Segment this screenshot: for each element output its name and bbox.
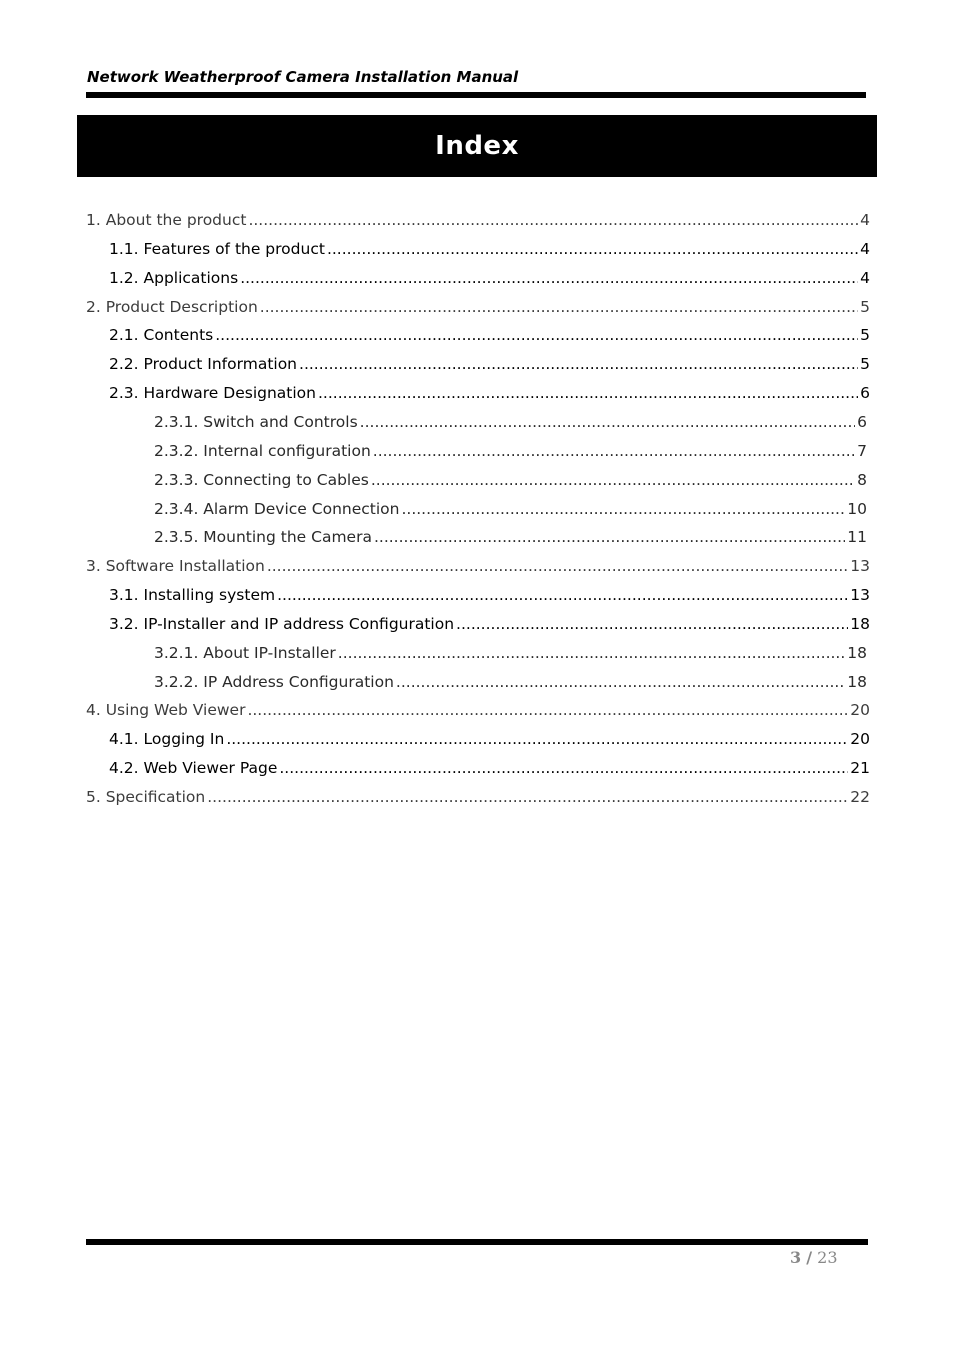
toc-dot-leader: [327, 240, 858, 258]
toc-dot-leader: [338, 644, 845, 662]
toc-entry[interactable]: [154, 500, 867, 522]
total-pages: 23: [817, 1248, 838, 1267]
toc-entry-page: 6: [860, 384, 870, 403]
toc-entry-label: 4.1. Logging In: [109, 730, 225, 749]
toc-dot-leader: [396, 673, 845, 691]
toc-dot-leader: [260, 298, 858, 316]
toc-entry-label: 2.3. Hardware Designation: [109, 384, 316, 403]
toc-entry-label: 1.2. Applications: [109, 268, 239, 287]
toc-entry[interactable]: [86, 211, 870, 233]
toc-dot-leader: [373, 442, 855, 460]
toc-entry[interactable]: [109, 615, 870, 637]
toc-entry-label: 1. About the product: [86, 211, 247, 229]
toc-entry[interactable]: [86, 701, 870, 723]
toc-entry-label: 3. Software Installation: [86, 557, 265, 576]
toc-entry-label: 4.2. Web Viewer Page: [109, 759, 278, 778]
toc-entry[interactable]: [154, 471, 867, 493]
toc-entry-label: 3.1. Installing system: [109, 586, 276, 605]
toc-entry[interactable]: [86, 557, 870, 579]
toc-entry[interactable]: [109, 586, 870, 608]
toc-entry[interactable]: [109, 355, 870, 377]
toc-entry-label: 2.2. Product Information: [109, 355, 298, 374]
toc-entry-page: 8: [857, 470, 867, 489]
toc-entry[interactable]: [109, 730, 870, 752]
toc-dot-leader: [240, 269, 858, 287]
toc-entry[interactable]: [109, 240, 870, 262]
toc-entry-label: 3.2.1. About IP-Installer: [154, 643, 336, 662]
toc-dot-leader: [299, 355, 858, 373]
toc-dot-leader: [456, 615, 848, 633]
toc-dot-leader: [279, 759, 848, 777]
toc-dot-leader: [401, 500, 845, 518]
header-rule: [86, 92, 866, 98]
page-number: [790, 1248, 838, 1267]
footer-rule: [86, 1239, 868, 1245]
page-title: Index: [435, 131, 519, 161]
toc-entry-page: 4: [860, 211, 870, 229]
toc-entry-page: 5: [860, 355, 870, 374]
toc-entry-label: 5. Specification: [86, 788, 206, 806]
toc-entry[interactable]: [109, 326, 870, 348]
toc-entry-page: 13: [850, 557, 870, 576]
toc-entry-page: 11: [847, 528, 867, 547]
toc-dot-leader: [226, 730, 848, 748]
toc-entry[interactable]: [109, 269, 870, 291]
toc-entry-page: 18: [850, 614, 870, 633]
toc-dot-leader: [277, 586, 848, 604]
toc-entry-label: 3.2. IP-Installer and IP address Configuration: [109, 614, 455, 633]
toc-entry-page: 22: [850, 788, 870, 806]
toc-entry[interactable]: [109, 759, 870, 781]
current-page: 3: [790, 1248, 802, 1267]
toc-entry-label: 4. Using Web Viewer: [86, 701, 246, 720]
toc-entry-label: 2.3.3. Connecting to Cables: [154, 470, 369, 489]
title-bar: [77, 115, 877, 177]
toc-entry-page: 20: [850, 701, 870, 720]
toc-entry[interactable]: [109, 384, 870, 406]
toc-entry-page: 5: [860, 326, 870, 345]
toc-entry-page: 18: [847, 672, 867, 691]
toc-entry-label: 1.1. Features of the product: [109, 239, 325, 258]
toc-dot-leader: [360, 413, 855, 431]
toc-entry-label: 2.3.1. Switch and Controls: [154, 412, 358, 431]
toc-entry[interactable]: [154, 644, 867, 666]
toc-entry-page: 7: [857, 441, 867, 460]
toc-dot-leader: [207, 788, 848, 806]
toc-entry[interactable]: [86, 788, 870, 810]
toc-entry[interactable]: [154, 413, 867, 435]
toc-entry-label: 3.2.2. IP Address Configuration: [154, 672, 394, 691]
page-separator: /: [806, 1248, 813, 1267]
toc-entry[interactable]: [154, 673, 867, 695]
toc-entry-page: 6: [857, 412, 867, 431]
toc-entry-label: 2. Product Description: [86, 297, 258, 316]
toc-dot-leader: [267, 557, 848, 575]
toc-entry-label: 2.3.5. Mounting the Camera: [154, 528, 372, 547]
toc-entry-page: 4: [860, 239, 870, 258]
toc-dot-leader: [248, 211, 858, 229]
toc-entry-label: 2.3.2. Internal configuration: [154, 441, 371, 460]
toc-dot-leader: [215, 326, 858, 344]
toc-dot-leader: [247, 701, 848, 719]
toc-entry-page: 18: [847, 643, 867, 662]
running-header: Network Weatherproof Camera Installation Manual: [87, 68, 519, 86]
toc-entry-page: 5: [860, 297, 870, 316]
toc-dot-leader: [318, 384, 858, 402]
toc-entry-label: 2.3.4. Alarm Device Connection: [154, 499, 400, 518]
toc-entry-page: 13: [850, 586, 870, 605]
toc-entry[interactable]: [154, 442, 867, 464]
toc-entry-page: 21: [850, 759, 870, 778]
toc-entry-page: 4: [860, 268, 870, 287]
toc-dot-leader: [371, 471, 855, 489]
toc-entry[interactable]: [86, 298, 870, 320]
toc-entry-page: 10: [847, 499, 867, 518]
toc-entry-page: 20: [850, 730, 870, 749]
toc-entry-label: 2.1. Contents: [109, 326, 214, 345]
toc-entry[interactable]: [154, 528, 867, 550]
toc-dot-leader: [374, 528, 845, 546]
